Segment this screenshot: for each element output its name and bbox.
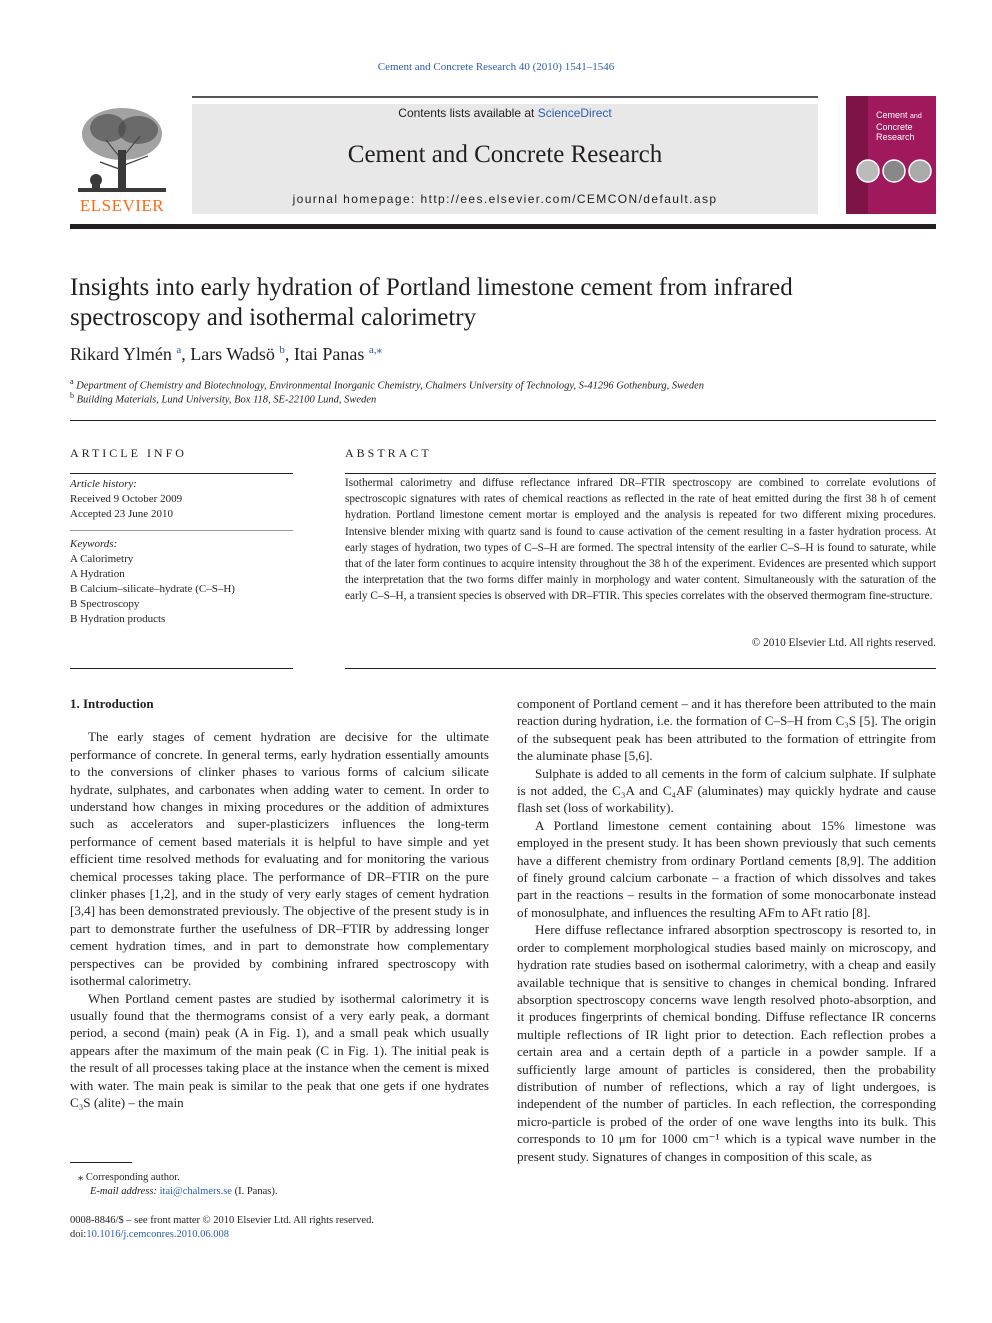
- header-divider: [70, 224, 936, 229]
- email-link[interactable]: itai@chalmers.se: [159, 1186, 232, 1197]
- keyword: B Spectroscopy: [70, 598, 140, 610]
- cover-line-2: and: [910, 113, 922, 120]
- cover-line-3: Concrete: [876, 122, 913, 132]
- cover-title: [876, 110, 934, 142]
- section-divider: [70, 420, 936, 421]
- keyword: B Hydration products: [70, 613, 166, 625]
- keyword: A Calorimetry: [70, 553, 134, 565]
- homepage-label: journal homepage:: [292, 192, 421, 206]
- keyword: B Calcium–silicate–hydrate (C–S–H): [70, 583, 235, 595]
- article-info-rule: [70, 530, 293, 531]
- elsevier-wordmark: ELSEVIER: [79, 196, 165, 215]
- corresponding-author-note: ⁎ Corresponding author.: [78, 1172, 180, 1183]
- doi-link[interactable]: 10.1016/j.cemconres.2010.06.008: [86, 1229, 229, 1240]
- accepted-date: Accepted 23 June 2010: [70, 508, 173, 520]
- author-name: Lars Wadsö: [190, 344, 275, 364]
- affiliation-b: [70, 391, 930, 406]
- keywords-block: [70, 537, 293, 627]
- email-label: E-mail address:: [90, 1186, 160, 1197]
- abstract-text: Isothermal calorimetry and diffuse reflectance infrared DR–FTIR spectroscopy are combined to correlate evolutions of spectroscopic signatures with rates of chemical reactions as reflected in the rate of heat emitted during the first 38 h of cement hydration. Portland limestone cement mortar is employed and the analysis is repeated for two different mixing procedures. Intensive blender mixing with quartz sand is found to cause activation of the cement resulting in a faster hydration process. At early stages of hydration, two types of C–S–H are formed. The spectral intensity of the earlier C–S–H is found to saturate, while that of the later form continues to acquire intensity throughout the 38 h of the experiment. Evidences are presented which support the interpretation that the two forms differ mainly in morphology and water content. Simultaneously with the saturation of the early C–S–H, a transient species is observed with DR–FTIR. This species correlates with the observed thermogram fine-structure.: [345, 477, 936, 603]
- article-history: [70, 477, 293, 522]
- article-title: [70, 273, 870, 333]
- body-paragraph: When Portland cement pastes are studied by isothermal calorimetry it is usually found that the thermograms consist of a very early peak, a dormant period, a second (main) peak (A in Fig. 1), and a small peak which usually appears after the maximum of the main peak (C in Fig. 1). The initial peak is the result of all processes taking place at the instance when the cement is mixed with water. The main peak is similar to the peak that one gets if one hydrates C₃S (alite) – the main: [70, 990, 489, 1110]
- front-matter: 0008-8846/$ – see front matter © 2010 Elsevier Ltd. All rights reserved.: [70, 1215, 374, 1226]
- email-suffix: (I. Panas).: [231, 1186, 278, 1197]
- body-paragraph: component of Portland cement – and it has therefore been attributed to the main reaction during hydration, i.e. the formation of C–S–H from C₃S [5]. The origin of the subsequent peak has been attributed to the formation of ettringite from the aluminate phase [5,6].: [517, 696, 936, 764]
- article-title-line-1: Insights into early hydration of Portland limestone cement from infrared: [70, 274, 793, 301]
- journal-homepage: [192, 192, 818, 206]
- contents-prefix: Contents lists available at: [398, 106, 538, 120]
- homepage-url[interactable]: http://ees.elsevier.com/CEMCON/default.asp: [420, 192, 718, 206]
- cover-image-circles: [850, 158, 934, 184]
- keywords-label: Keywords:: [70, 538, 118, 550]
- abstract-copyright: © 2010 Elsevier Ltd. All rights reserved.: [751, 637, 936, 649]
- body-paragraph: Sulphate is added to all cements in the form of calcium sulphate. If sulphate is not added, the C₃A and C₄AF (aluminates) may quickly hydrate and cause flash set (loss of workability).: [517, 765, 936, 816]
- history-label: Article history:: [70, 478, 137, 490]
- author-affiliation-mark[interactable]: a: [176, 344, 182, 356]
- cover-line-1: Cement: [876, 110, 908, 120]
- left-column: [70, 695, 489, 1111]
- doi-label: doi:: [70, 1229, 87, 1240]
- contents-availability: [192, 106, 818, 120]
- keyword: A Hydration: [70, 568, 125, 580]
- journal-cover-thumbnail[interactable]: [846, 96, 936, 214]
- received-date: Received 9 October 2009: [70, 493, 183, 505]
- affiliation-a: [70, 377, 930, 392]
- affiliation-text: Department of Chemistry and Biotechnology, Environmental Inorganic Chemistry, Chalmers University of Technology, S-41296 Gothenburg, Sweden: [76, 380, 704, 392]
- sciencedirect-link[interactable]: ScienceDirect: [537, 106, 612, 120]
- body-paragraph: Here diffuse reflectance infrared absorption spectroscopy is resorted to, in order to complement morphological studies based mainly on microscopy, and hydration rate studies based on isothermal calorimetry, with a cheap and easily available technique that is sensitive to changes in chemical bonding. Infrared absorption spectroscopy concerns wave length resolved photo-absorption, and it produces fingerprints of chemical bonding. Diffuse reflectance IR concerns multiple reflections of IR light prior to detection. Each reflection probes a certain area and a certain depth of a particle in a powder sample. If a sufficiently large amount of particles is considered, then the probability distribution of number of reflections, which a ray of light undergoes, is independent of the number of particles. In each reflection, the corresponding micro-particle is probed of the order of one wave lengths into its bulk. This corresponds to 10 μm for 1000 cm⁻¹ which is a typical wave number in the present study. Signatures of changes in composition of this scale, as: [517, 922, 936, 1164]
- cover-line-4: Research: [876, 132, 915, 142]
- article-info-rule: [70, 668, 293, 669]
- affiliation-text: Building Materials, Lund University, Box 118, SE-22100 Lund, Sweden: [76, 394, 377, 406]
- abstract-rule: [345, 473, 936, 474]
- affiliation-mark: a: [70, 377, 74, 386]
- right-column: [517, 695, 936, 1165]
- footnote-rule: [70, 1162, 132, 1163]
- author-affiliation-mark[interactable]: a,⁎: [368, 344, 383, 356]
- author-affiliation-mark[interactable]: b: [279, 344, 285, 356]
- author-name: Itai Panas: [293, 344, 365, 364]
- abstract-rule: [345, 668, 936, 669]
- author-list: Rikard Ylmén $^a$, Lars Wadsö $^b$, Itai Panas $^{a,⁎}$: [70, 344, 383, 364]
- email-note: [70, 1186, 490, 1197]
- body-paragraph: The early stages of cement hydration are decisive for the ultimate performance of concrete. In general terms, early hydration essentially amounts to the conversions of clinker phases to various forms of calcium silicate hydrate, sulphates, and carbonates when adding water to cement. In order to understand how changes in mixing procedures or the addition of admixtures such as accelerators and super-plasticizers influences the long-term performance of cement based materials it is helpful to have simple and yet efficient time resolved methods for evaluating and for monitoring the various chemical processes taking place. The performance of DR–FTIR on the pure clinker phases [1,2], and in the study of very early stages of cement hydration [3,4] has been demonstrated previously. The objective of the present study is in part to demonstrate further the usefulness of DR–FTIR by addressing longer cement hydration times, and in part to demonstrate how complementary perspectives can be provided by combining infrared spectroscopy with isothermal calorimetry.: [70, 729, 489, 989]
- article-info-rule: [70, 473, 293, 474]
- header-top-rule: [192, 96, 818, 98]
- cover-spine: [846, 96, 868, 214]
- affiliation-mark: b: [70, 391, 74, 400]
- doi-line: [70, 1229, 490, 1240]
- section-heading-introduction: 1. Introduction: [70, 696, 154, 711]
- journal-title: Cement and Concrete Research: [347, 141, 663, 168]
- body-paragraph: A Portland limestone cement containing about 15% limestone was employed in the present study. It has been shown previously that such cements have a different chemistry from ordinary Portland cements [8,9]. The addition of finely ground calcium carbonate – a fraction of which dissolves and takes part in the reactions – results in the formation of some monocarbonate instead of monosulphate, and influences the resulting AFm to AFt ratio [8].: [517, 817, 936, 920]
- author-name: Rikard Ylmén: [70, 344, 172, 364]
- journal-citation[interactable]: Cement and Concrete Research 40 (2010) 1541–1546: [377, 61, 615, 73]
- abstract-heading: ABSTRACT: [345, 446, 432, 460]
- article-info-heading: ARTICLE INFO: [70, 446, 187, 460]
- article-title-line-2: spectroscopy and isothermal calorimetry: [70, 304, 477, 331]
